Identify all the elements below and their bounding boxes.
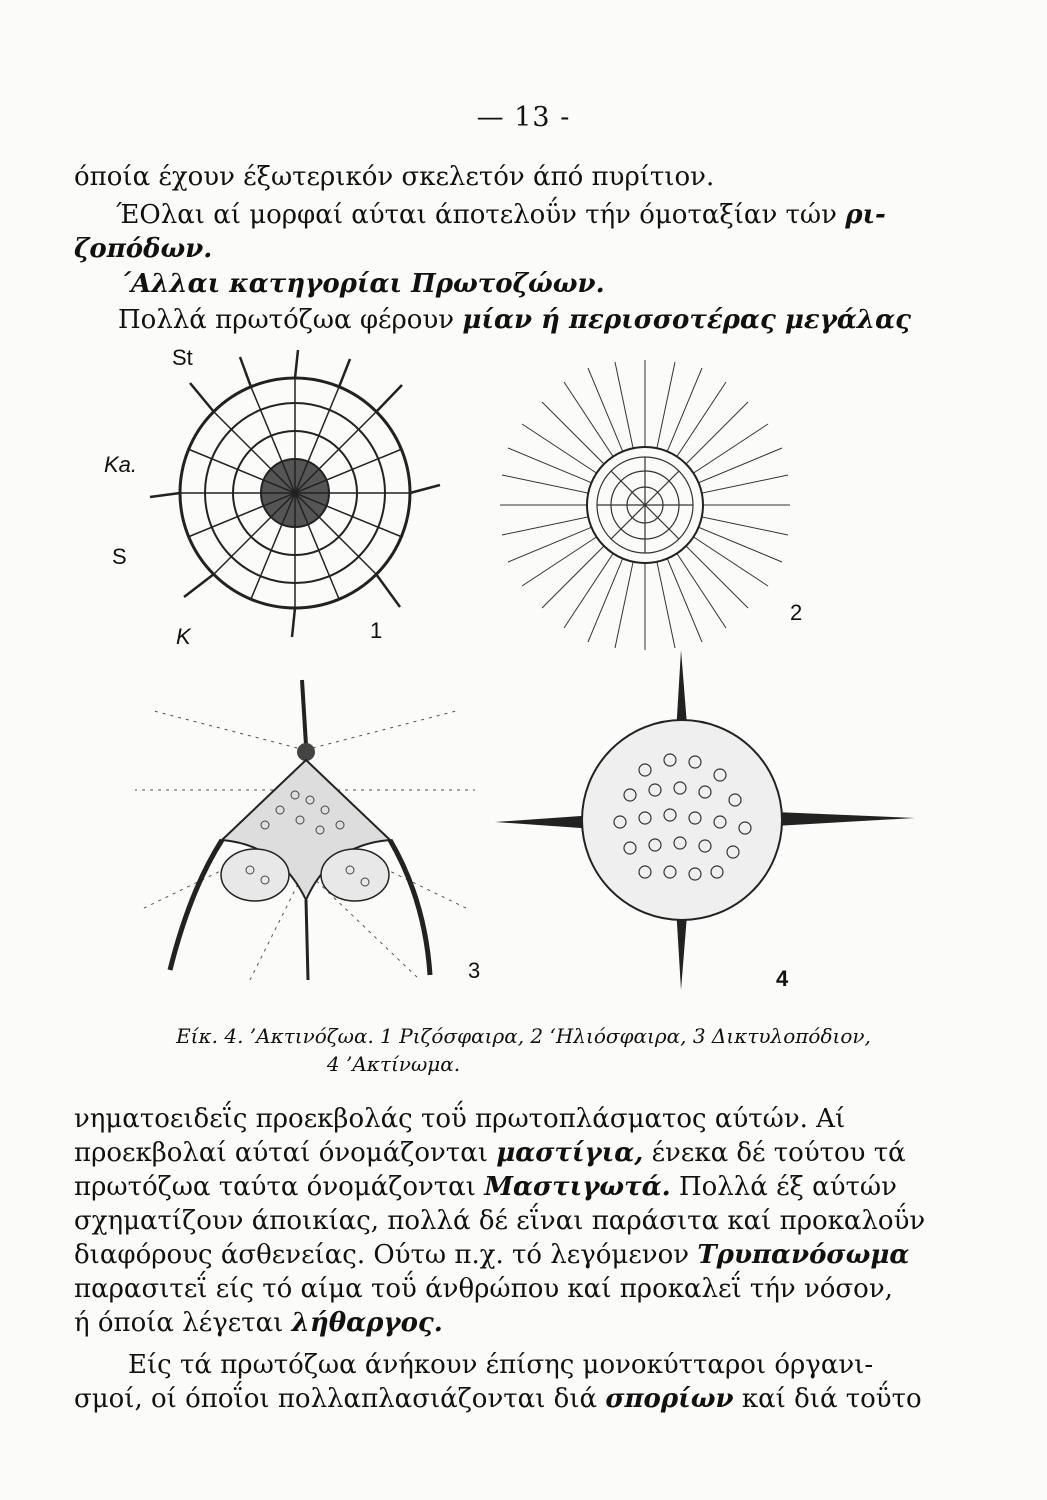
text-line: [74, 1382, 922, 1416]
section-heading: ΄Αλλαι κατηγορίαι Πρωτοζώων.: [118, 269, 605, 299]
figure-caption: Είκ. 4. ’Ακτινόζωα. 1 Ριζόσφαιρα, 2 ‘Ηλιόσφαιρα, 3 Δικτυλοπόδιον,: [176, 1024, 871, 1048]
text-span: Πολλά πρωτόζωα φέρουν: [118, 305, 463, 335]
bold-term: ζοπόδων.: [74, 234, 213, 264]
text-span: ή όποία λέγεται: [74, 1308, 292, 1338]
text-span: ΈΟλαι αί μορφαί αύται άποτελοΰν τήν όμοταξίαν τών: [116, 200, 846, 230]
text-span: προεκβολαί αύταί όνομάζονται: [74, 1138, 497, 1168]
figure-label: S: [112, 544, 127, 569]
figure-label: Ka.: [104, 452, 138, 477]
text-line: [74, 1238, 910, 1272]
text-span: πρωτόζωα ταύτα όνομάζονται: [74, 1172, 485, 1202]
figure-4-actinomma: [495, 650, 915, 990]
text-line: όποία έχουν έξωτερικόν σκελετόν άπό πυρίτιον.: [74, 162, 715, 192]
bold-term: ρι-: [845, 200, 886, 230]
figure-2-heliosphaera: [490, 360, 803, 650]
text-span: Πολλά έξ αύτών: [670, 1172, 897, 1202]
figure-label: 3: [468, 958, 481, 983]
figure-label: 4: [776, 966, 789, 991]
text-line: παρασιτεΐ είς τό αίμα τοΰ άνθρώπου καί προκαλεΐ τήν νόσον,: [74, 1274, 893, 1304]
text-line: σχηματίζουν άποικίας, πολλά δέ εΐναι παράσιτα καί προκαλοΰν: [74, 1206, 926, 1236]
bold-term: μαστίγια,: [496, 1138, 644, 1168]
bold-term: Μαστιγωτά.: [484, 1172, 671, 1202]
figure-1-rhizosphaera: [140, 345, 450, 645]
bold-term: Τρυπανόσωμα: [697, 1240, 910, 1270]
figure-label: St: [172, 345, 193, 370]
bold-term: μίαν ή περισσοτέρας μεγάλας: [462, 305, 911, 335]
text-line: [74, 1306, 904, 1340]
figure-caption: 4 ’Ακτίνωμα.: [326, 1052, 461, 1076]
text-span: σμοί, οί όποΐοι πολλαπλασιάζονται διά: [74, 1384, 606, 1414]
text-line: [74, 1170, 904, 1204]
text-line: νηματοειδεΐς προεκβολάς τοΰ πρωτοπλάσματος αύτών. Αί: [74, 1104, 846, 1134]
figure-label: K: [176, 624, 191, 649]
text-line: [118, 303, 948, 337]
text-line: Είς τά πρωτόζωα άνήκουν έπίσης μονοκύτταροι όργανι-: [128, 1350, 874, 1380]
text-line: [74, 1136, 904, 1170]
text-line: [116, 198, 946, 232]
text-span: ένεκα δέ τούτου τά: [643, 1138, 906, 1168]
bold-term: λήθαργος.: [291, 1308, 443, 1338]
bold-term: σπορίων: [605, 1384, 734, 1414]
text-span: καί διά τοΰτο: [733, 1384, 922, 1414]
figure-3-dictyopodium: [130, 670, 480, 990]
figure-label: 1: [370, 618, 383, 643]
figure-label: 2: [790, 600, 803, 625]
text-span: διαφόρους άσθενείας. Ούτω π.χ. τό λεγόμενον: [74, 1240, 698, 1270]
page-number: — 13 -: [476, 102, 571, 133]
